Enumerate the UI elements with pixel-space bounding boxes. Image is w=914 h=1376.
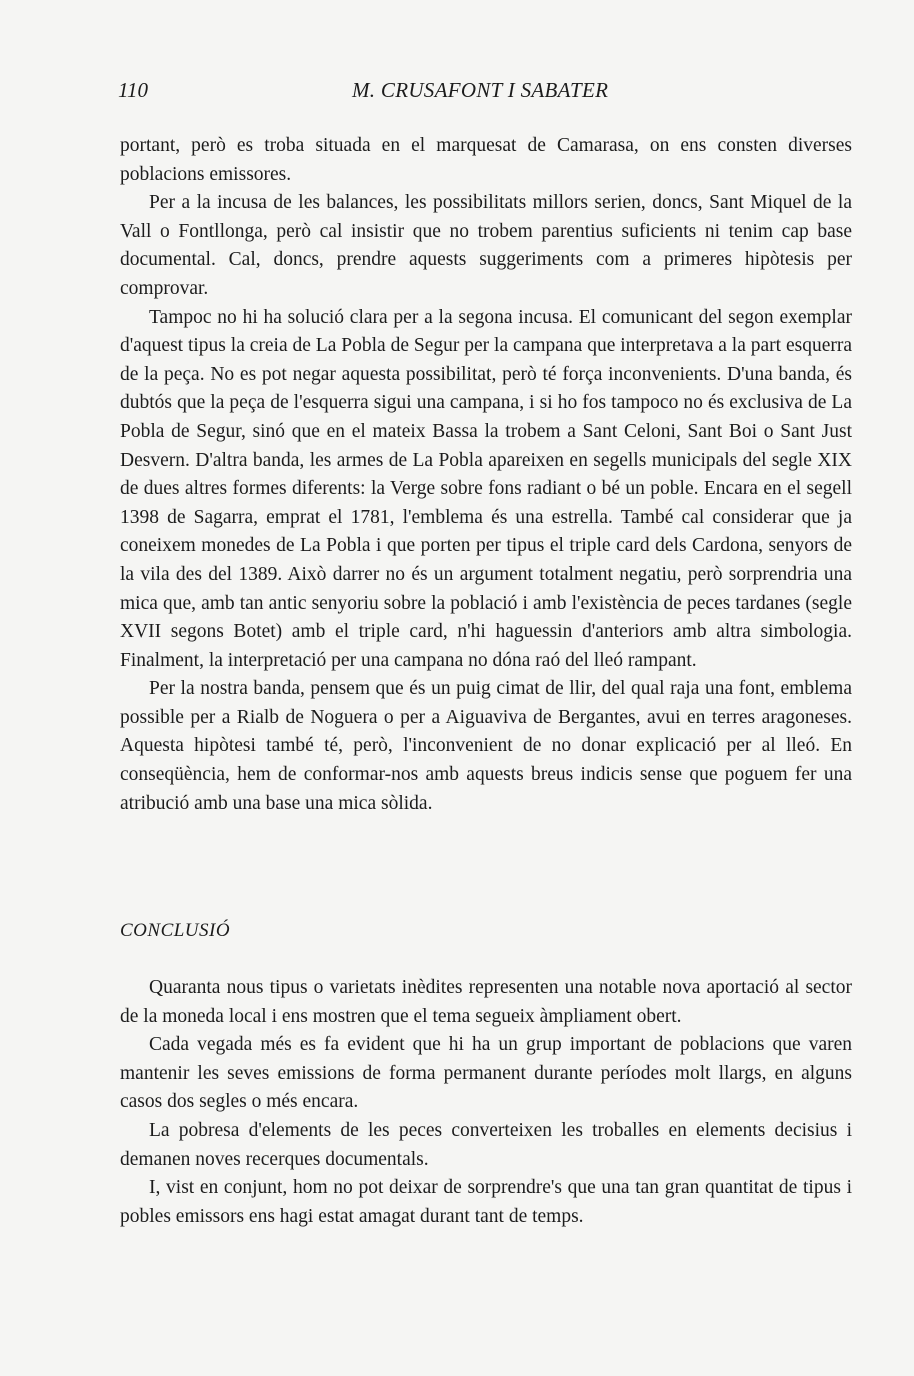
running-head: M. CRUSAFONT I SABATER: [352, 78, 609, 102]
paragraph: La pobresa d'elements de les peces converteixen les troballes en elements decisius i demanen noves recerques documentals.: [120, 1119, 852, 1170]
paragraph: Cada vegada més es fa evident que hi ha un grup important de poblacions que varen mantenir les seves emissions de forma permanent durante períodes molt llargs, en alguns casos dos segles o més encara.: [120, 1034, 852, 1113]
paragraph: I, vist en conjunt, hom no pot deixar de sorprendre's que una tan gran quantitat de tipus i pobles emissors ens hagi estat amagat durant tant de temps.: [120, 1177, 852, 1227]
page-header: [118, 78, 854, 108]
paragraph: Quaranta nous tipus o varietats inèdites representen una notable nova aportació al sector de la moneda local i ens mostren que el tema segueix àmpliament obert.: [120, 977, 852, 1027]
main-text: [120, 132, 852, 818]
section-heading: CONCLUSIÓ: [120, 920, 231, 941]
paragraph: Tampoc no hi ha solució clara per a la segona incusa. El comunicant del segon exemplar d'aquest tipus la creia de La Pobla de Segur per la campana que interpretava a la part esquerra de la peça. No es pot negar aquesta possibilitat, però té força inconvenients. D'una banda, és dubtós que la peça de l'esquerra sigui una campana, i si ho fos tampoco no és exclusiva de La Pobla de Segur, sinó que en el mateix Bassa la trobem a Sant Celoni, Sant Boi o Sant Just Desvern. D'altra banda, les armes de La Pobla apareixen en segells municipals del segle XIX de dues altres formes diferents: la Verge sobre fons radiant o bé un poble. Encara en el segell 1398 de Sagarra, emprat el 1781, l'emblema és una estrella. També cal considerar que ja coneixem monedes de La Pobla i que porten per tipus el triple card dels Cardona, senyors de la vila des del 1389. Això darrer no és un argument totalment negatiu, però sorprendria una mica que, amb tan antic senyoriu sobre la població i amb l'existència de peces tardanes (segle XVII segons Botet) amb el triple card, n'hi haguessin d'anteriors amb altra simbologia. Finalment, la interpretació per una campana no dóna raó del lleó rampant.: [120, 306, 852, 671]
page-number: 110: [118, 78, 148, 102]
paragraph: Per a la incusa de les balances, les possibilitats millors serien, doncs, Sant Miquel de la Vall o Fontllonga, però cal insistir que no trobem parentius suficients ni tenim cap base documental. Cal, doncs, prendre aquests suggeriments com a primeres hipòtesis per comprovar.: [120, 192, 852, 299]
paragraph: Per la nostra banda, pensem que és un puig cimat de llir, del qual raja una font, emblema possible per a Rialb de Noguera o per a Aiguaviva de Bergantes, avui en terres aragoneses. Aquesta hipòtesi també té, però, l'inconvenient de no donar explicació per al lleó. En conseqüència, hem de conformar-nos amb aquests breus indicis sense que poguem fer una atribució amb una base una mica sòlida.: [120, 678, 852, 814]
paragraph: portant, però es troba situada en el marquesat de Camarasa, on ens consten diverses poblacions emissores.: [120, 135, 852, 185]
conclusion-text: [120, 974, 852, 1231]
